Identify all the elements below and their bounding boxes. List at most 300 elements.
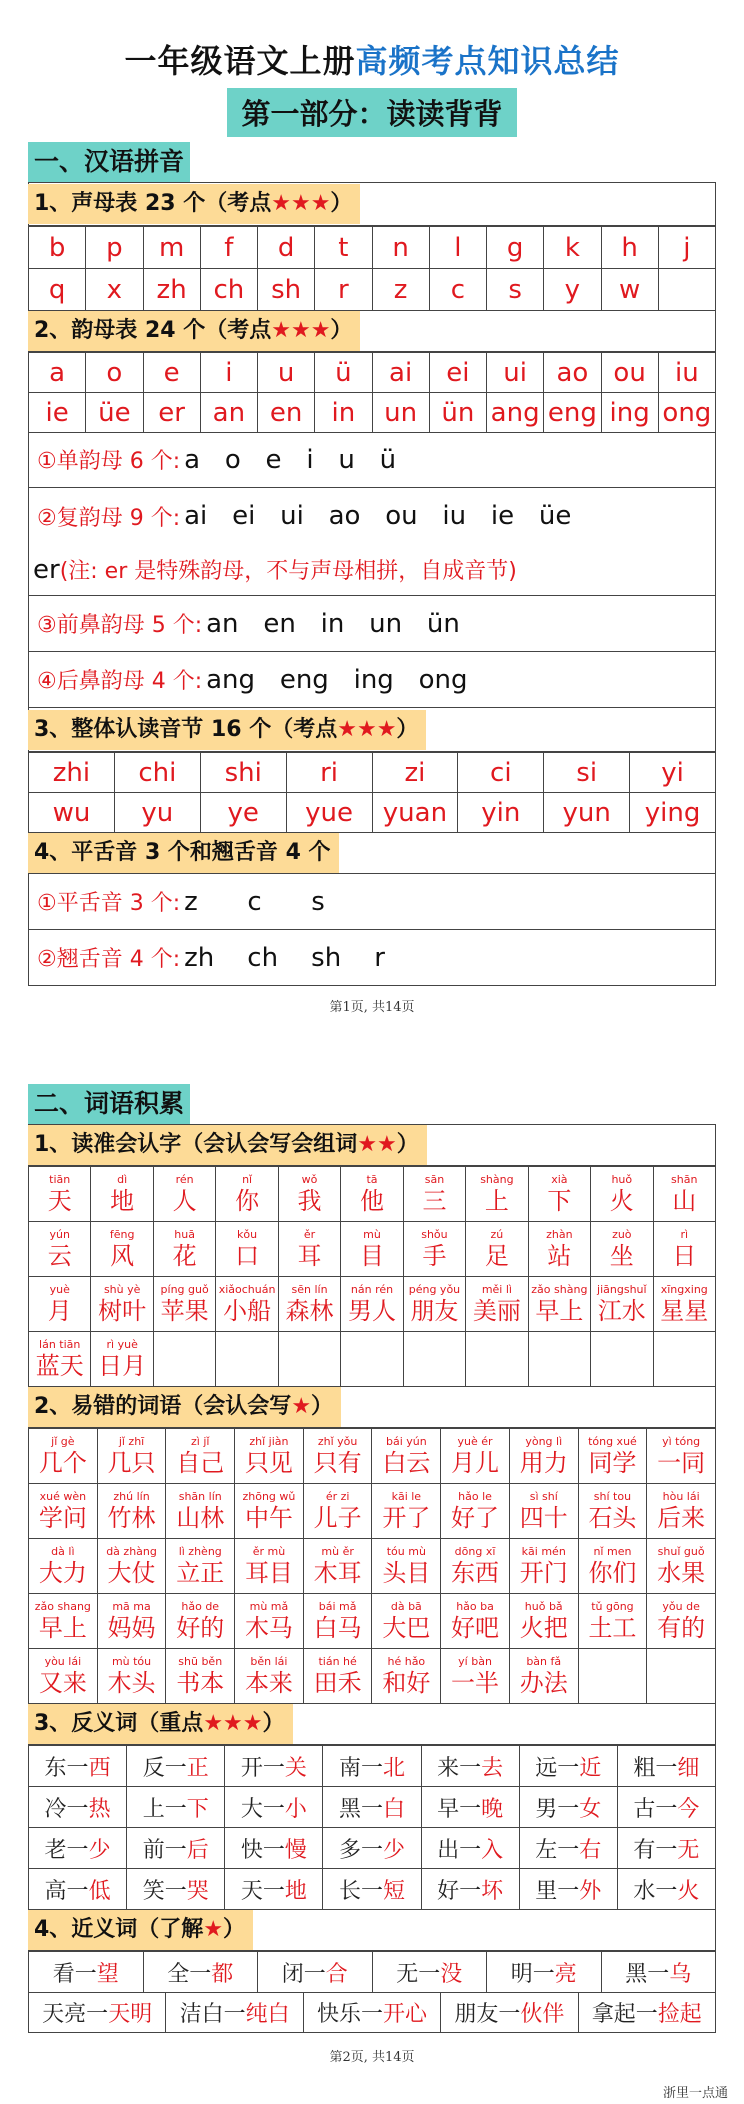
pingqiao-heading: 4、平舌音 3 个和翘舌音 4 个 (28, 833, 339, 873)
word-cell (304, 1539, 373, 1594)
shengmu-cell: f (201, 227, 258, 269)
word-cell (529, 1332, 591, 1387)
word-hanzi: 天 (47, 1187, 72, 1215)
word-pinyin: yuè ér (457, 1435, 493, 1448)
word-cell (510, 1484, 579, 1539)
antonym-pair-right: 哭 (186, 1878, 209, 1904)
synonym-pair (602, 1952, 717, 1993)
word-cell (91, 1222, 153, 1277)
word-cell (372, 1594, 441, 1649)
word-cell (98, 1594, 167, 1649)
word-cell (91, 1332, 153, 1387)
word-cell (654, 1277, 716, 1332)
synonym-pair (304, 1992, 441, 2033)
antonym-pair (29, 1869, 127, 1910)
word-cell (404, 1167, 466, 1222)
shengmu-cell: p (86, 227, 143, 269)
page-footer-1: 第1页, 共14页 (329, 1000, 415, 1015)
word-pinyin: shǒu (421, 1228, 448, 1241)
shengmu-cell: d (258, 227, 315, 269)
yunmu-cell: iu (659, 353, 716, 393)
antonym-pair-right: 白 (382, 1796, 405, 1822)
word-hanzi: 地 (110, 1187, 135, 1215)
word-pinyin: rì yuè (106, 1338, 138, 1351)
zhengti-heading: 3、整体认读音节 16 个（考点★★★） (28, 710, 426, 750)
word-hanzi: 男人 (347, 1297, 396, 1325)
synonym-pair-right: 没 (440, 1961, 463, 1987)
word-pinyin: zhú lín (113, 1490, 150, 1503)
word-hanzi: 木耳 (313, 1559, 362, 1587)
shengmu-cell: x (86, 269, 143, 311)
word-cell (166, 1649, 235, 1704)
word-pinyin: píng guǒ (160, 1283, 209, 1296)
word-hanzi: 书本 (176, 1669, 225, 1697)
word-cell (579, 1649, 648, 1704)
word-pinyin: jiāngshuǐ (597, 1283, 647, 1296)
word-hanzi: 办法 (519, 1669, 568, 1697)
yunmu-cell: ün (430, 393, 487, 433)
word-cell (235, 1594, 304, 1649)
word-hanzi: 耳 (297, 1242, 322, 1270)
word-hanzi: 树叶 (98, 1297, 147, 1325)
word-hanzi: 上 (484, 1187, 509, 1215)
word-cell (579, 1594, 648, 1649)
word-pinyin: dà lì (51, 1545, 75, 1558)
zhengti-cell: ri (287, 753, 373, 793)
word-pinyin: zǎo shàng (531, 1283, 588, 1296)
zhengti-cell: ye (201, 793, 287, 833)
word-hanzi: 妈妈 (107, 1614, 156, 1642)
yunmu-cell: ai (373, 353, 430, 393)
synonym-pair-right: 纯白 (245, 2001, 290, 2027)
word-hanzi: 竹林 (107, 1504, 156, 1532)
antonym-pair (127, 1828, 225, 1869)
duzhun-heading: 1、读准会认字（会认会写会组词★★） (28, 1125, 427, 1165)
antonym-pair-right: 外 (579, 1878, 602, 1904)
word-pinyin: shū běn (178, 1655, 223, 1668)
shengmu-cell: h (602, 227, 659, 269)
word-pinyin: hǎo le (458, 1490, 492, 1503)
word-cell (235, 1429, 304, 1484)
word-cell (279, 1222, 341, 1277)
antonym-pair (323, 1787, 421, 1828)
word-cell (341, 1222, 403, 1277)
synonym-pair-left: 无一 (396, 1961, 441, 1987)
antonym-pair-right: 女 (579, 1796, 602, 1822)
shengmu-cell: g (487, 227, 544, 269)
word-pinyin: bàn fǎ (526, 1655, 562, 1668)
word-cell (91, 1167, 153, 1222)
antonym-pair-right: 晚 (481, 1796, 504, 1822)
word-hanzi: 目 (359, 1242, 384, 1270)
word-cell (647, 1429, 716, 1484)
yunmu-cell: eng (544, 393, 601, 433)
word-cell (29, 1277, 91, 1332)
yunmu-cell: un (373, 393, 430, 433)
antonym-pair-left: 黑一 (338, 1796, 383, 1822)
dan-yunmu-row: ①单韵母 6 个: a o e i u ü (28, 432, 716, 488)
word-cell (510, 1594, 579, 1649)
antonym-pair-right: 正 (186, 1755, 209, 1781)
shengmu-cell: b (29, 227, 86, 269)
yunmu-cell: ang (487, 393, 544, 433)
synonym-pair (373, 1952, 488, 1993)
synonym-pair-right: 都 (211, 1961, 234, 1987)
word-cell (441, 1429, 510, 1484)
synonym-pair (258, 1952, 373, 1993)
word-pinyin: ěr mù (252, 1545, 286, 1558)
word-hanzi: 同学 (588, 1449, 637, 1477)
word-hanzi: 森林 (285, 1297, 334, 1325)
word-cell (404, 1222, 466, 1277)
word-cell (279, 1167, 341, 1222)
word-cell (591, 1277, 653, 1332)
shengmu-cell: q (29, 269, 86, 311)
yunmu-cell: i (201, 353, 258, 393)
word-hanzi: 只见 (244, 1449, 293, 1477)
antonym-pair-right: 后 (186, 1837, 209, 1863)
word-cell (216, 1222, 278, 1277)
word-hanzi: 坐 (609, 1242, 634, 1270)
word-cell (579, 1429, 648, 1484)
word-cell (304, 1649, 373, 1704)
word-hanzi: 下 (547, 1187, 572, 1215)
word-cell (216, 1332, 278, 1387)
word-cell (304, 1594, 373, 1649)
word-cell (654, 1167, 716, 1222)
word-cell (404, 1332, 466, 1387)
word-hanzi: 头目 (382, 1559, 431, 1587)
word-hanzi: 石头 (588, 1504, 637, 1532)
word-hanzi: 早上 (38, 1614, 87, 1642)
antonym-pair-left: 上一 (142, 1796, 187, 1822)
zhengti-cell: wu (29, 793, 115, 833)
yunmu-cell: e (144, 353, 201, 393)
word-hanzi: 火 (609, 1187, 634, 1215)
antonym-pair-right: 短 (382, 1878, 405, 1904)
antonym-pair-right: 北 (382, 1755, 405, 1781)
antonym-pair-left: 天一 (240, 1878, 285, 1904)
antonym-pair-left: 来一 (437, 1755, 482, 1781)
word-cell (166, 1484, 235, 1539)
antonym-pair-right: 小 (284, 1796, 307, 1822)
synonym-pair-right: 望 (96, 1961, 119, 1987)
word-pinyin: rén (175, 1173, 194, 1186)
word-cell (647, 1484, 716, 1539)
word-pinyin: zì jǐ (191, 1435, 210, 1448)
word-hanzi: 木头 (107, 1669, 156, 1697)
zhengti-cell: ying (630, 793, 716, 833)
yicuo-table (28, 1428, 716, 1704)
word-pinyin: zuò (612, 1228, 632, 1241)
word-cell (441, 1649, 510, 1704)
zhengti-cell: yue (287, 793, 373, 833)
word-cell (166, 1539, 235, 1594)
word-cell (529, 1277, 591, 1332)
antonym-pair (520, 1828, 618, 1869)
word-pinyin: xià (551, 1173, 568, 1186)
word-cell (441, 1594, 510, 1649)
yunmu-cell: ü (315, 353, 372, 393)
word-hanzi: 又来 (38, 1669, 87, 1697)
antonym-pair-left: 男一 (535, 1796, 580, 1822)
word-cell (579, 1484, 648, 1539)
word-cell (91, 1277, 153, 1332)
antonym-pair-right: 慢 (284, 1837, 307, 1863)
zhengti-cell: zi (373, 753, 459, 793)
word-cell (216, 1277, 278, 1332)
section-pinyin-heading: 一、汉语拼音 (28, 142, 190, 182)
word-hanzi: 水果 (657, 1559, 706, 1587)
shengmu-cell: l (430, 227, 487, 269)
antonym-pair (323, 1869, 421, 1910)
antonym-pair-left: 开一 (240, 1755, 285, 1781)
antonym-pair-left: 出一 (437, 1837, 482, 1863)
yunmu-cell: u (258, 353, 315, 393)
word-cell (341, 1277, 403, 1332)
word-pinyin: ér zi (325, 1490, 350, 1503)
word-hanzi: 白马 (313, 1614, 362, 1642)
word-pinyin: shàng (480, 1173, 514, 1186)
word-hanzi: 你们 (588, 1559, 637, 1587)
word-cell (654, 1332, 716, 1387)
antonym-pair (29, 1746, 127, 1787)
synonym-pair (29, 1992, 166, 2033)
word-pinyin: dōng xī (454, 1545, 496, 1558)
word-hanzi: 田禾 (313, 1669, 362, 1697)
word-cell (591, 1332, 653, 1387)
antonym-pair-left: 多一 (338, 1837, 383, 1863)
word-cell (235, 1539, 304, 1594)
shengmu-cell: r (315, 269, 372, 311)
antonym-pair-left: 里一 (535, 1878, 580, 1904)
word-cell (591, 1167, 653, 1222)
word-pinyin: mù ěr (321, 1545, 354, 1558)
shengmu-table (28, 226, 716, 311)
antonym-pair (422, 1828, 520, 1869)
word-pinyin: shuǐ guǒ (657, 1545, 705, 1558)
word-hanzi: 你 (235, 1187, 260, 1215)
antonym-pair (127, 1787, 225, 1828)
word-pinyin: yǒu de (662, 1600, 700, 1613)
word-cell (29, 1649, 98, 1704)
zhengti-cell: yun (544, 793, 630, 833)
ping-she-row: ①平舌音 3 个: z c s (28, 874, 716, 930)
antonym-pair (618, 1869, 716, 1910)
word-cell (466, 1222, 528, 1277)
word-pinyin: tóng xué (588, 1435, 637, 1448)
synonym-pair-left: 快乐一 (316, 2001, 383, 2027)
word-hanzi: 江水 (597, 1297, 646, 1325)
word-hanzi: 只有 (313, 1449, 362, 1477)
antonym-pair (29, 1828, 127, 1869)
word-pinyin: tǔ gōng (591, 1600, 634, 1613)
antonym-pair (618, 1746, 716, 1787)
word-pinyin: kǒu (237, 1228, 258, 1241)
fu-yunmu-row: ②复韵母 9 个: ai ei ui ao ou iu ie üe (28, 488, 716, 544)
word-pinyin: yuè (49, 1283, 70, 1296)
word-cell (154, 1277, 216, 1332)
antonym-pair-right: 少 (382, 1837, 405, 1863)
synonym-pair-left: 天亮一 (42, 2001, 109, 2027)
word-hanzi: 朋友 (410, 1297, 459, 1325)
antonym-pair (29, 1787, 127, 1828)
word-cell (647, 1649, 716, 1704)
word-pinyin: lán tiān (39, 1338, 81, 1351)
part-subtitle: 第一部分：读读背背 (227, 88, 516, 137)
word-pinyin: běn lái (250, 1655, 288, 1668)
word-hanzi: 火把 (519, 1614, 568, 1642)
word-pinyin: tóu mù (386, 1545, 426, 1558)
zhengti-cell: chi (115, 753, 201, 793)
word-cell (591, 1222, 653, 1277)
word-pinyin: sēn lín (291, 1283, 328, 1296)
zhengti-cell: yi (630, 753, 716, 793)
yicuo-heading: 2、易错的词语（会认会写★） (28, 1387, 341, 1427)
word-cell (98, 1429, 167, 1484)
antonym-pair-left: 大一 (240, 1796, 285, 1822)
word-cell (304, 1429, 373, 1484)
yunmu-cell: ao (544, 353, 601, 393)
word-cell (166, 1429, 235, 1484)
synonym-pair-left: 黑一 (625, 1961, 670, 1987)
antonym-pair (618, 1787, 716, 1828)
shengmu-cell: w (602, 269, 659, 311)
word-pinyin: bái mǎ (318, 1600, 357, 1613)
word-hanzi: 木马 (244, 1614, 293, 1642)
yunmu-cell: in (315, 393, 372, 433)
word-cell (466, 1332, 528, 1387)
shengmu-cell: z (373, 269, 430, 311)
antonym-pair-right: 今 (677, 1796, 700, 1822)
word-cell (404, 1277, 466, 1332)
word-hanzi: 日 (672, 1242, 697, 1270)
yunmu-cell: en (258, 393, 315, 433)
antonym-pair-right: 无 (677, 1837, 700, 1863)
antonym-pair-left: 远一 (535, 1755, 580, 1781)
antonym-pair-left: 水一 (633, 1878, 678, 1904)
word-cell (341, 1332, 403, 1387)
word-pinyin: sì shí (529, 1490, 558, 1503)
word-hanzi: 手 (422, 1242, 447, 1270)
shengmu-cell: ch (201, 269, 258, 311)
word-pinyin: mù tóu (111, 1655, 152, 1668)
word-hanzi: 中午 (244, 1504, 293, 1532)
word-pinyin: mù (363, 1228, 381, 1241)
word-cell (341, 1167, 403, 1222)
antonym-pair-right: 关 (284, 1755, 307, 1781)
hou-bi-yunmu-row: ④后鼻韵母 4 个: ang eng ing ong (28, 652, 716, 708)
word-hanzi: 美丽 (472, 1297, 521, 1325)
antonym-pair-right: 坏 (481, 1878, 504, 1904)
word-cell (647, 1594, 716, 1649)
yunmu-cell: ui (487, 353, 544, 393)
antonym-pair (225, 1746, 323, 1787)
word-hanzi: 苹果 (160, 1297, 209, 1325)
shengmu-cell: sh (258, 269, 315, 311)
synonym-pair (579, 1992, 716, 2033)
fanyi-table (28, 1745, 716, 1910)
antonym-pair-left: 好一 (437, 1878, 482, 1904)
antonym-pair-left: 笑一 (142, 1878, 187, 1904)
word-cell (441, 1484, 510, 1539)
word-cell (154, 1222, 216, 1277)
word-hanzi: 星星 (660, 1297, 709, 1325)
word-hanzi: 三 (422, 1187, 447, 1215)
antonym-pair (422, 1746, 520, 1787)
word-pinyin: yì tóng (662, 1435, 701, 1448)
yunmu-cell: ie (29, 393, 86, 433)
word-pinyin: nǐ (242, 1173, 253, 1186)
word-hanzi: 山 (672, 1187, 697, 1215)
word-pinyin: jǐ gè (51, 1435, 75, 1448)
shengmu-cell: k (544, 227, 601, 269)
word-pinyin: shān lín (178, 1490, 222, 1503)
antonym-pair (422, 1787, 520, 1828)
qiao-she-row: ②翘舌音 4 个: zh ch sh r (28, 930, 716, 986)
word-hanzi: 好的 (176, 1614, 225, 1642)
word-cell (279, 1332, 341, 1387)
synonym-pair-left: 朋友一 (454, 2001, 521, 2027)
word-hanzi: 口 (235, 1242, 260, 1270)
word-hanzi: 开门 (519, 1559, 568, 1587)
synonym-pair-right: 捡起 (657, 2001, 702, 2027)
word-pinyin: zhàn (546, 1228, 573, 1241)
word-hanzi: 人 (172, 1187, 197, 1215)
word-hanzi: 大仗 (107, 1559, 156, 1587)
word-pinyin: zhōng wǔ (242, 1490, 296, 1503)
antonym-pair-left: 老一 (44, 1837, 89, 1863)
shengmu-cell: c (430, 269, 487, 311)
antonym-pair (225, 1828, 323, 1869)
antonym-pair-left: 反一 (142, 1755, 187, 1781)
synonym-pair-right: 天明 (108, 2001, 153, 2027)
antonym-pair-right: 地 (284, 1878, 307, 1904)
antonym-pair (520, 1869, 618, 1910)
synonym-pair (441, 1992, 578, 2033)
antonym-pair (422, 1869, 520, 1910)
synonym-pair-right: 伙伴 (520, 2001, 565, 2027)
antonym-pair (520, 1787, 618, 1828)
word-pinyin: yí bàn (458, 1655, 492, 1668)
synonym-pair (487, 1952, 602, 1993)
synonym-pair-right: 开心 (382, 2001, 427, 2027)
antonym-pair-left: 快一 (240, 1837, 285, 1863)
word-cell (279, 1277, 341, 1332)
word-pinyin: shù yè (103, 1283, 141, 1296)
word-pinyin: nán rén (350, 1283, 394, 1296)
word-cell (441, 1539, 510, 1594)
word-pinyin: ěr (303, 1228, 316, 1241)
yunmu-cell: o (86, 353, 143, 393)
antonym-pair-left: 左一 (535, 1837, 580, 1863)
shengmu-cell: y (544, 269, 601, 311)
synonym-pair (144, 1952, 259, 1993)
word-hanzi: 有的 (657, 1614, 706, 1642)
word-hanzi: 四十 (519, 1504, 568, 1532)
word-pinyin: zú (490, 1228, 504, 1241)
word-pinyin: rì (680, 1228, 689, 1241)
word-pinyin: tián hé (318, 1655, 357, 1668)
word-pinyin: tiān (49, 1173, 71, 1186)
word-cell (529, 1222, 591, 1277)
word-pinyin: xué wèn (39, 1490, 87, 1503)
word-hanzi: 后来 (657, 1504, 706, 1532)
word-cell (466, 1167, 528, 1222)
word-cell (29, 1429, 98, 1484)
word-cell (372, 1429, 441, 1484)
antonym-pair-left: 高一 (44, 1878, 89, 1904)
